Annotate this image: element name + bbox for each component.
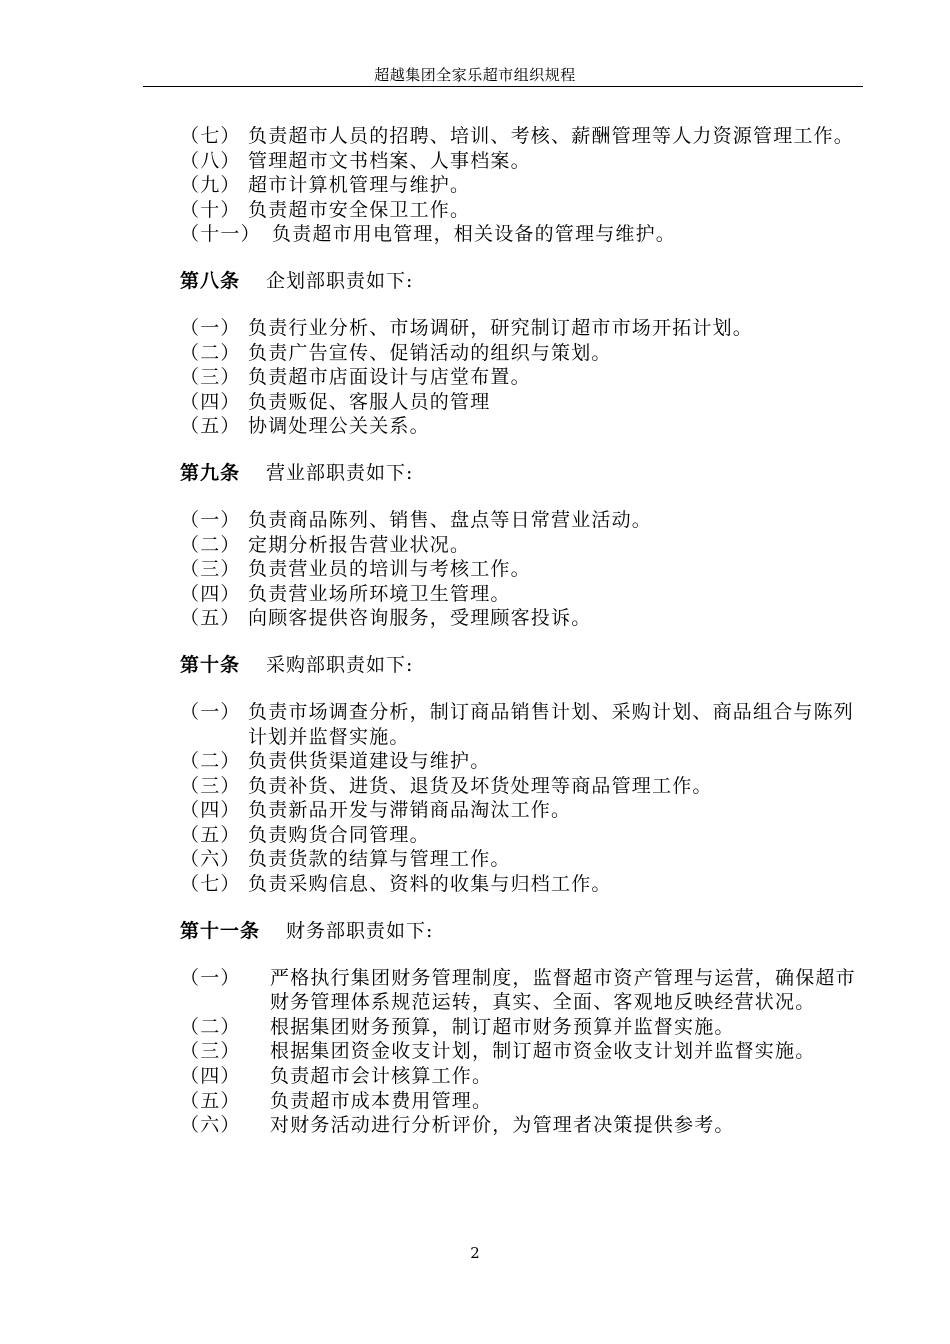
item-text: 负责新品开发与滞销商品淘汰工作。 [248, 799, 572, 822]
section-heading-10 [180, 652, 870, 678]
item-text: 负责购货合同管理。 [248, 823, 430, 846]
item-label: （七） [180, 125, 241, 147]
list-item [180, 1089, 870, 1114]
item-label: （三） [180, 774, 241, 797]
list-item [180, 365, 870, 390]
item-text: 负责补货、进货、退货及坏货处理等商品管理工作。 [248, 774, 713, 797]
list-item [180, 749, 870, 774]
item-label: （四） [180, 799, 241, 822]
item-label: （一） [180, 508, 241, 531]
section-title: 采购部职责如下: [266, 653, 414, 676]
item-label: （十） [180, 198, 241, 221]
item-text: 负责超市用电管理，相关设备的管理与维护。 [272, 223, 677, 246]
section-number: 第十一条 [180, 919, 261, 942]
list-item [180, 1064, 870, 1089]
list-item [180, 414, 870, 439]
item-text: 定期分析报告营业状况。 [248, 533, 471, 556]
section-number: 第九条 [180, 461, 241, 484]
list-item [180, 533, 870, 558]
list-item [180, 798, 870, 823]
list-item [180, 557, 870, 582]
item-label: （三） [180, 558, 241, 581]
item-label: （五） [180, 1089, 241, 1112]
item-label: （五） [180, 607, 241, 630]
item-text: 协调处理公关关系。 [248, 415, 430, 438]
section-heading-8 [180, 268, 870, 294]
list-item [180, 966, 870, 1015]
item-text: 负责商品陈列、销售、盘点等日常营业活动。 [248, 508, 653, 531]
section-8-items [180, 316, 870, 439]
section-title: 营业部职责如下: [266, 461, 414, 484]
item-label: （一） [180, 966, 241, 989]
item-text: 负责供货渠道建设与维护。 [248, 750, 491, 773]
item-text: 根据集团资金收支计划，制订超市资金收支计划并监督实施。 [270, 1040, 816, 1063]
item-text: 向顾客提供咨询服务，受理顾客投诉。 [248, 607, 592, 630]
section-title: 财务部职责如下: [286, 919, 434, 942]
list-item [180, 508, 870, 533]
item-text: 负责行业分析、市场调研，研究制订超市市场开拓计划。 [248, 316, 754, 339]
list-item [180, 774, 870, 799]
item-text: 负责市场调查分析，制订商品销售计划、采购计划、商品组合与陈列计划并监督实施。 [248, 700, 855, 748]
item-text: 对财务活动进行分析评价，为管理者决策提供参考。 [270, 1114, 735, 1137]
list-item [180, 700, 870, 749]
section-title: 企划部职责如下: [266, 269, 414, 292]
list-item [180, 198, 870, 223]
item-text: 负责采购信息、资料的收集与归档工作。 [248, 873, 612, 896]
list-item [180, 582, 870, 607]
item-text: 负责贩促、客服人员的管理 [248, 390, 491, 413]
section-9-items [180, 508, 870, 631]
item-label: （一） [180, 700, 241, 723]
item-label: （三） [180, 1040, 241, 1063]
item-text: 负责超市安全保卫工作。 [248, 198, 471, 221]
item-text: 超市计算机管理与维护。 [248, 174, 471, 197]
section-number: 第八条 [180, 269, 241, 292]
section-10-items [180, 700, 870, 897]
item-text: 严格执行集团财务管理制度，监督超市资产管理与运营，确保超市财务管理体系规范运转，真实、全面、客观地反映经营状况。 [270, 966, 856, 1014]
item-label: （二） [180, 533, 241, 556]
item-label: （五） [180, 415, 241, 438]
item-label: （四） [180, 1065, 241, 1088]
list-item [180, 222, 870, 247]
item-text: 管理超市文书档案、人事档案。 [248, 149, 531, 172]
list-item [180, 823, 870, 848]
item-label: （六） [180, 1114, 241, 1137]
item-label: （一） [180, 316, 241, 339]
list-item [180, 316, 870, 341]
list-item [180, 173, 870, 198]
list-item [180, 149, 870, 174]
section-11-items [180, 966, 870, 1138]
item-text: 根据集团财务预算，制订超市财务预算并监督实施。 [270, 1015, 735, 1038]
item-label: （三） [180, 366, 241, 389]
item-label: （二） [180, 341, 241, 364]
item-text: 负责广告宣传、促销活动的组织与策划。 [248, 341, 612, 364]
item-label: （五） [180, 823, 241, 846]
item-text: 负责超市店面设计与店堂布置。 [248, 366, 531, 389]
list-item [180, 390, 870, 415]
list-item [180, 1015, 870, 1040]
list-item [180, 872, 870, 897]
list-item [180, 124, 870, 149]
list-item [180, 341, 870, 366]
list-item [180, 1113, 870, 1138]
list-item [180, 606, 870, 631]
section-prev-items [180, 124, 870, 247]
item-label: （九） [180, 174, 241, 197]
section-number: 第十条 [180, 653, 241, 676]
list-item [180, 847, 870, 872]
document-body [180, 124, 870, 1138]
item-text: 负责营业员的培训与考核工作。 [248, 558, 531, 581]
section-heading-9 [180, 460, 870, 486]
item-text: 负责营业场所环境卫生管理。 [248, 582, 511, 605]
item-label: （八） [180, 149, 241, 172]
page-header-title: 超越集团全家乐超市组织规程 [374, 66, 576, 84]
item-text: 负责超市成本费用管理。 [270, 1089, 493, 1112]
item-label: （四） [180, 582, 241, 605]
section-heading-11 [180, 918, 870, 944]
item-text: 负责货款的结算与管理工作。 [248, 848, 511, 871]
item-label: （四） [180, 390, 241, 413]
list-item [180, 1039, 870, 1064]
item-text: 负责超市会计核算工作。 [270, 1065, 493, 1088]
item-label: （二） [180, 1015, 241, 1038]
item-label: （二） [180, 750, 241, 773]
item-label: （六） [180, 848, 241, 871]
header-divider [143, 86, 863, 87]
item-label: （七） [180, 873, 241, 896]
item-text: 负责超市人员的招聘、培训、考核、薪酬管理等人力资源管理工作。 [248, 125, 855, 147]
item-label: （十一） [180, 223, 261, 246]
page-number: 2 [470, 1244, 480, 1262]
